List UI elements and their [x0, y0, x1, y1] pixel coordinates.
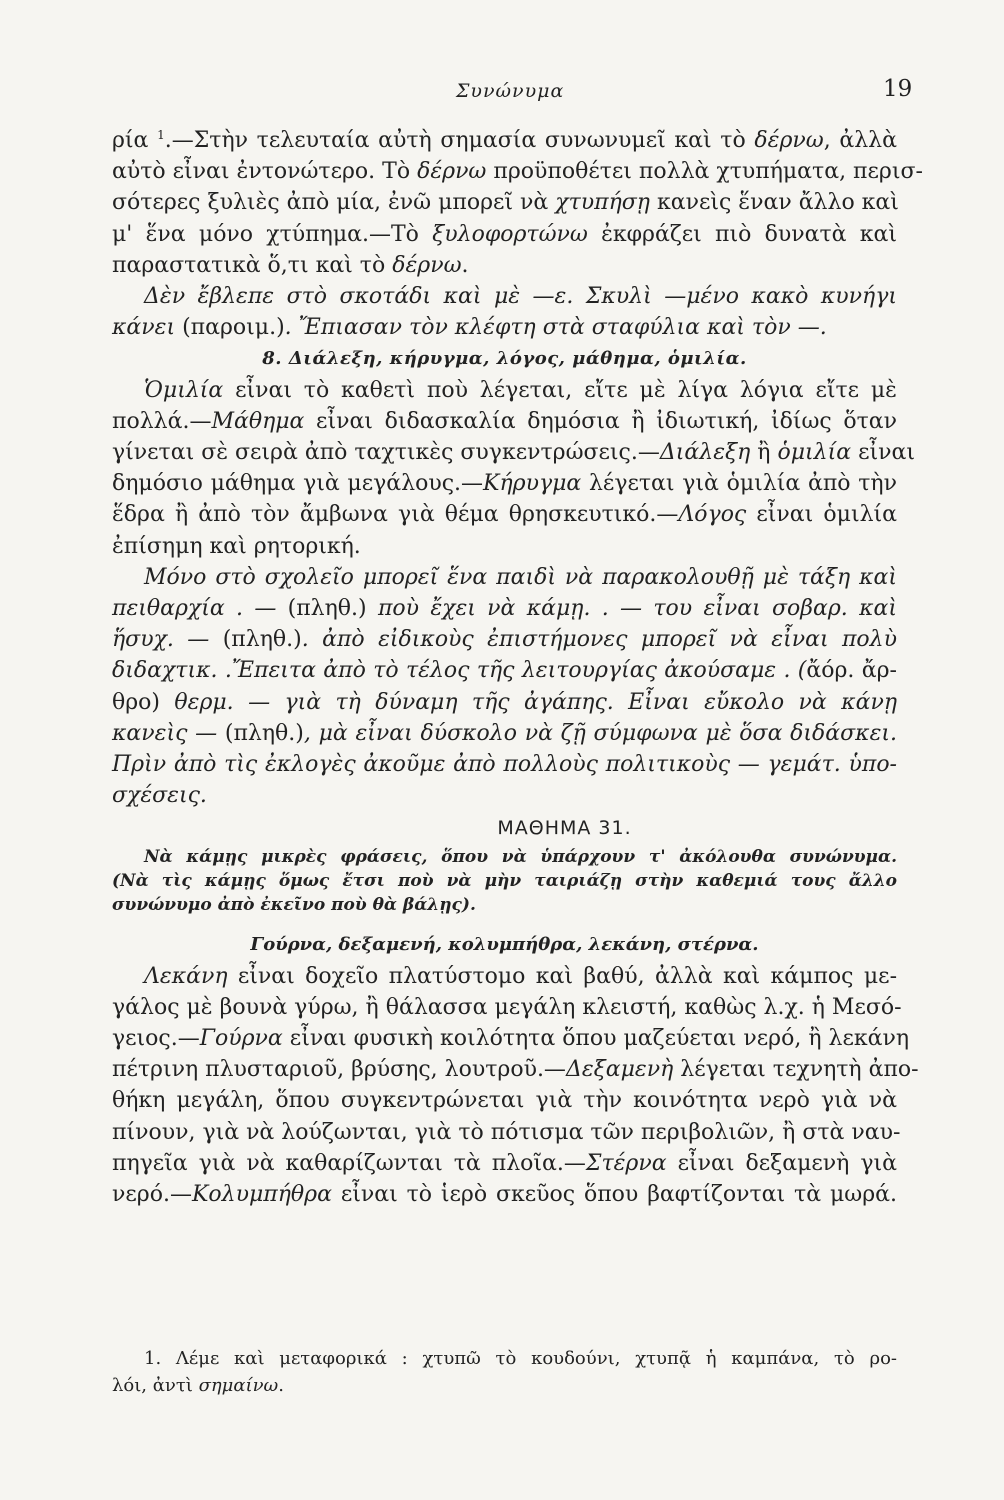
text-line: ἐπίσημη καὶ ρητορική.: [112, 533, 361, 559]
paragraph-lekani: [112, 961, 919, 1211]
footnote-line: 1. Λέμε καὶ μεταφορικά : χτυπῶ τὸ κουδούνι, χτυπᾷ ἡ καμπάνα, τὸ ρο-: [144, 1348, 897, 1369]
section-heading: Γούρνα, δεξαμενή, κολυμπήθρα, λεκάνη, στέρνα.: [250, 934, 759, 956]
page-header: [0, 76, 1004, 110]
text-line: Λεκάνη εἶναι δοχεῖο πλατύστομο καὶ βαθύ, ἀλλὰ καὶ κάμπος με-: [144, 963, 897, 989]
text-line: γειος.—Γούρνα εἶναι φυσικὴ κοιλότητα ὅπου μαζεύεται νερό, ἢ λεκάνη: [112, 1026, 910, 1052]
exercise-omilia: [112, 562, 897, 812]
exercise-derno: [112, 281, 897, 343]
text-line: πηγεῖα γιὰ νὰ καθαρίζωνται τὰ πλοῖα.—Στέρνα εἶναι δεξαμενὴ γιὰ: [112, 1150, 897, 1176]
footnote-line: λόι, ἀντὶ σημαίνω.: [112, 1375, 284, 1396]
exercise-line: πειθαρχία . — (πληθ.) ποὺ ἔχει νὰ κάμῃ. . — του εἶναι σοβαρ. καὶ: [112, 596, 898, 622]
exercise-line: ἥσυχ. — (πληθ.). ἀπὸ εἰδικοὺς ἐπιστήμονες μπορεῖ νὰ εἶναι πολὺ: [112, 627, 897, 653]
section-heading: 8. Διάλεξη, κήρυγμα, λόγος, μάθημα, ὁμιλία.: [262, 348, 747, 370]
text-line: ἕδρα ἢ ἀπὸ τὸν ἄμβωνα γιὰ θέμα θρησκευτικό.—Λόγος εἶναι ὁμιλία: [112, 502, 897, 528]
text-line: νερό.—Κολυμπήθρα εἶναι τὸ ἱερὸ σκεῦος ὅπου βαφτίζονται τὰ μωρά.: [112, 1182, 897, 1208]
footnote-marker: 1: [157, 128, 165, 142]
text-line: δημόσιο μάθημα γιὰ μεγάλους.—Κήρυγμα λέγεται γιὰ ὁμιλία ἀπὸ τὴν: [112, 471, 897, 497]
footnote: [112, 1345, 897, 1399]
exercise-line: σχέσεις.: [112, 783, 207, 809]
lesson-instructions: [112, 845, 897, 917]
lesson-heading: ΜΑΘΗΜΑ 31.: [497, 817, 632, 840]
text-line: Ὁμιλία εἶναι τὸ καθετὶ ποὺ λέγεται, εἴτε μὲ λίγα λόγια εἴτε μὲ: [144, 377, 897, 403]
paragraph-derno: [112, 125, 923, 281]
text-line: θήκη μεγάλη, ὅπου συγκεντρώνεται γιὰ τὴν κοινότητα νερὸ γιὰ νὰ: [112, 1088, 897, 1114]
page-body: [112, 125, 923, 1210]
exercise-line: θρο) θερμ. — γιὰ τὴ δύναμη τῆς ἀγάπης. Εἶναι εὔκολο νὰ κάνῃ: [112, 689, 897, 715]
text-line: μ' ἕνα μόνο χτύπημα.—Τὸ ξυλοφορτώνω ἐκφράζει πιὸ δυνατὰ καὶ: [112, 221, 897, 247]
text-line: ρία $^1$.—Στὴν τελευταία αὐτὴ σημασία συνωνυμεῖ καὶ τὸ δέρνω, ἀλλὰ: [112, 128, 897, 153]
exercise-line: Δὲν ἔβλεπε στὸ σκοτάδι καὶ μὲ —ε. Σκυλὶ —μένο κακὸ κυνήγι: [144, 284, 897, 310]
text-line: παραστατικὰ ὅ,τι καὶ τὸ δέρνω.: [112, 252, 469, 278]
exercise-line: κανεὶς — (πληθ.), μὰ εἶναι δύσκολο νὰ ζῇ σύμφωνα μὲ ὅσα διδάσκει.: [112, 720, 897, 746]
text-line: πίνουν, γιὰ νὰ λούζωνται, γιὰ τὸ πότισμα τῶν περιβολιῶν, ἢ στὰ ναυ-: [112, 1119, 901, 1145]
text-line: σότερες ξυλιὲς ἀπὸ μία, ἐνῶ μπορεῖ νὰ χτυπήσῃ κανεὶς ἕναν ἄλλο καὶ: [112, 190, 899, 216]
text-line: πέτρινη πλυσταριοῦ, βρύσης, λουτροῦ.—Δεξαμενὴ λέγεται τεχνητὴ ἀπο-: [112, 1057, 919, 1083]
exercise-line: κάνει (παροιμ.). Ἔπιασαν τὸν κλέφτη στὰ σταφύλια καὶ τὸν —.: [112, 315, 827, 341]
running-title: Συνώνυμα: [456, 80, 565, 102]
exercise-line: Μόνο στὸ σχολεῖο μπορεῖ ἕνα παιδὶ νὰ παρακολουθῇ μὲ τάξη καὶ: [144, 564, 897, 590]
exercise-line: διδαχτικ. .Ἔπειτα ἀπὸ τὸ τέλος τῆς λειτουργίας ἀκούσαμε . (ἄόρ. ἄρ-: [112, 658, 897, 684]
instruction-line: συνώνυμο ἀπὸ ἐκεῖνο ποὺ θὰ βάλῃς).: [112, 895, 476, 916]
instruction-line: (Νὰ τὶς κάμῃς ὅμως ἔτσι ποὺ νὰ μὴν ταιριάζῃ στὴν καθεμιά τους ἄλλο: [112, 871, 897, 892]
text-line: γάλος μὲ βουνὰ γύρω, ἢ θάλασσα μεγάλη κλειστή, καθὼς λ.χ. ἡ Μεσό-: [112, 994, 902, 1020]
text-line: γίνεται σὲ σειρὰ ἀπὸ ταχτικὲς συγκεντρώσεις.—Διάλεξη ἢ ὁμιλία εἶναι: [112, 440, 915, 466]
page-number: 19: [883, 76, 913, 102]
exercise-line: Πρὶν ἀπὸ τὶς ἐκλογὲς ἀκοῦμε ἀπὸ πολλοὺς πολιτικοὺς — γεμάτ. ὑπο-: [112, 752, 897, 778]
paragraph-omilia: [112, 375, 915, 562]
text-line: αὐτὸ εἶναι ἐντονώτερο. Τὸ δέρνω προϋποθέτει πολλὰ χτυπήματα, περισ-: [112, 159, 923, 185]
text-line: πολλά.—Μάθημα εἶναι διδασκαλία δημόσια ἢ ἰδιωτική, ἰδίως ὅταν: [112, 408, 897, 434]
instruction-line: Νὰ κάμῃς μικρὲς φράσεις, ὅπου νὰ ὑπάρχουν τ' ἀκόλουθα συνώνυμα.: [144, 847, 897, 868]
